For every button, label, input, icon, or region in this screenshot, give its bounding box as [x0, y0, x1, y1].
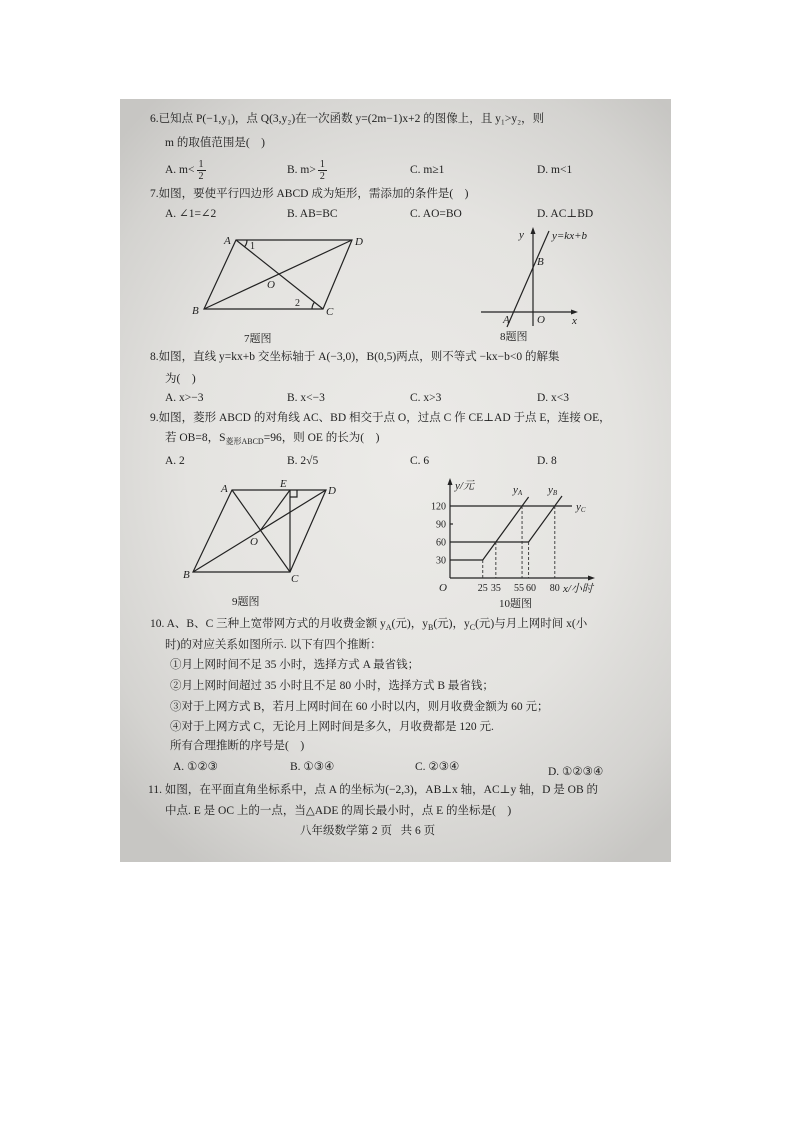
- fraction-numerator: 1: [198, 158, 204, 170]
- fig10-y-tick-label: 60: [436, 537, 446, 549]
- fig10-series-label-yc: [575, 501, 586, 514]
- subscript-a: A: [385, 623, 392, 632]
- fig7-label-angle-2: 2: [295, 298, 300, 309]
- series-label-sub: A: [517, 489, 523, 497]
- fig10-x-axis-label: x/小时: [563, 583, 593, 595]
- option-a-text: A. m<: [165, 164, 195, 176]
- fig10-x-tick-label: 80: [549, 583, 560, 594]
- subscript-c: C: [469, 623, 476, 632]
- question-10-stem-line-2: 时)的对应关系如图所示. 以下有四个推断：: [165, 639, 382, 651]
- fig7-label-b: B: [192, 305, 199, 317]
- fig9-label-e: E: [280, 478, 287, 490]
- fig10-x-tick-label: 35: [490, 583, 501, 594]
- question-10-option-b: B. ①③④: [290, 761, 335, 773]
- question-8-option-a: A. x>−3: [165, 392, 204, 404]
- stem-text: 10. A、B、C 三种上宽带网方式的月收费金额 y: [150, 618, 386, 630]
- fraction-denominator: 2: [198, 170, 204, 182]
- fig10-x-tick-label: 25: [477, 583, 488, 594]
- question-10-inference-2: ②月上网时间超过 35 小时且不足 80 小时，选择方式 B 最省钱；: [170, 680, 494, 692]
- fig10-series-label-yb: [547, 484, 558, 497]
- question-10-option-d: D. ①②③④: [548, 766, 604, 778]
- fig10-caption: 10题图: [499, 598, 532, 610]
- question-11-stem-line-2: 中点. E 是 OC 上的一点，当△ADE 的周长最小时，点 E 的坐标是( ): [165, 805, 512, 817]
- fig8-label-y: y: [519, 229, 524, 241]
- question-10-option-a: A. ①②③: [173, 761, 218, 773]
- question-10-prompt: 所有合理推断的序号是( ): [170, 740, 305, 752]
- question-7-option-c: C. AO=BO: [410, 208, 462, 220]
- fig7-diagonal-bd: [204, 240, 352, 309]
- question-9-option-d: D. 8: [537, 455, 557, 467]
- question-9-option-c: C. 6: [410, 455, 430, 467]
- fig10-origin-label: O: [439, 582, 447, 594]
- fig8-x-axis-arrow: [571, 310, 578, 315]
- stem-text: (元)与月上网时间 x(小: [475, 618, 588, 630]
- stem-text: (元)，y: [433, 618, 470, 630]
- question-7-option-d: D. AC⊥BD: [537, 208, 594, 220]
- fig7-angle-1-arc: [245, 240, 247, 247]
- stem-text: =96，则 OE 的长为( ): [263, 432, 380, 444]
- figure-9: [183, 478, 336, 608]
- fig10-x-tick-label: 60: [526, 583, 536, 594]
- question-8-stem-line-1: 8.如图，直线 y=kx+b 交坐标轴于 A(−3,0)，B(0,5)两点，则不等式 −kx−b<0 的解集: [150, 351, 560, 363]
- figure-8: [481, 227, 587, 343]
- fig10-series-label-ya: [512, 484, 523, 497]
- question-10-inference-1: ①月上网时间不足 35 小时，选择方式 A 最省钱；: [170, 659, 420, 671]
- fig9-label-c: C: [291, 573, 299, 585]
- fig10-y-axis-label: y/元: [455, 480, 474, 492]
- fig8-label-b: B: [537, 256, 544, 268]
- figure-10: [431, 478, 595, 610]
- fig8-label-line: y=kx+b: [552, 230, 587, 242]
- question-10-option-c: C. ②③④: [415, 761, 460, 773]
- series-label-sub: B: [552, 489, 558, 497]
- fig10-x-tick-label: 55: [514, 583, 524, 594]
- question-8-stem-line-2: 为( ): [165, 373, 196, 385]
- question-6-stem-line-1: 6.已知点 P(−1,y₁)，点 Q(3,y₂)在一次函数 y=(2m−1)x+2 的图像上，且 y₁>y₂，则: [150, 113, 545, 125]
- question-6-stem-line-2: m 的取值范围是( ): [165, 137, 265, 149]
- fig9-right-angle-mark: [290, 490, 297, 497]
- stem-text: 若 OB=8，S: [165, 432, 226, 444]
- fig10-y-tick-label: 90: [436, 519, 446, 531]
- question-7-stem: 7.如图，要使平行四边形 ABCD 成为矩形，需添加的条件是( ): [150, 188, 469, 200]
- fig7-label-d: D: [355, 236, 363, 248]
- fig7-label-c: C: [326, 306, 334, 318]
- stem-text: (元)，y: [391, 618, 428, 630]
- fig10-y-tick-label: 120: [431, 501, 446, 513]
- series-label-base: y: [548, 484, 553, 496]
- fig10-x-axis-arrow: [588, 576, 595, 581]
- figure-7: [192, 235, 363, 345]
- option-b-text: B. m>: [287, 164, 316, 176]
- question-8-option-d: D. x<3: [537, 392, 570, 404]
- question-10-inference-3: ③对于上网方式 B，若月上网时间在 60 小时以内，则月收费金额为 60 元；: [170, 701, 549, 713]
- fig9-segment-oe: [261, 490, 291, 530]
- question-7-option-a: A. ∠1=∠2: [165, 208, 217, 220]
- fig8-y-axis-arrow: [531, 227, 536, 234]
- fig9-label-o: O: [250, 536, 258, 548]
- fig8-caption: 8题图: [500, 331, 528, 343]
- question-9-option-b: B. 2√5: [287, 455, 319, 467]
- fig10-y-axis-arrow: [448, 478, 453, 485]
- fig8-label-o: O: [537, 314, 545, 326]
- fig10-series-yb: [450, 496, 562, 542]
- fig8-label-x: x: [572, 315, 577, 327]
- area-subscript: 菱形ABCD: [225, 437, 264, 446]
- question-9-stem-line-1: 9.如图，菱形 ABCD 的对角线 AC、BD 相交于点 O，过点 C 作 CE⊥AD 于点 E，连接 OE，: [150, 412, 611, 424]
- fig10-y-tick-label: 30: [436, 555, 446, 567]
- fig7-caption: 7题图: [244, 333, 272, 345]
- question-6-option-c: C. m≥1: [410, 164, 445, 176]
- fraction-numerator: 1: [319, 158, 325, 170]
- series-label-sub: C: [580, 506, 586, 514]
- question-8-option-b: B. x<−3: [287, 392, 325, 404]
- fig9-label-a: A: [221, 483, 228, 495]
- fig7-label-o: O: [267, 279, 275, 291]
- question-7-option-b: B. AB=BC: [287, 208, 338, 220]
- fig9-caption: 9题图: [232, 596, 260, 608]
- series-label-base: y: [513, 484, 518, 496]
- subscript-b: B: [427, 623, 434, 632]
- question-8-option-c: C. x>3: [410, 392, 442, 404]
- question-10-inference-4: ④对于上网方式 C，无论月上网时间是多久，月收费都是 120 元.: [170, 721, 494, 733]
- fig7-label-angle-1: 1: [250, 241, 255, 252]
- fig7-angle-2-arc: [312, 302, 314, 309]
- series-label-base: y: [576, 501, 581, 513]
- fig8-label-a: A: [503, 314, 510, 326]
- page-footer: 八年级数学第 2 页 共 6 页: [300, 825, 436, 837]
- fig9-label-d: D: [328, 485, 336, 497]
- question-6-option-d: D. m<1: [537, 164, 573, 176]
- fig7-label-a: A: [224, 235, 231, 247]
- question-9-option-a: A. 2: [165, 455, 185, 467]
- fraction-denominator: 2: [319, 170, 325, 182]
- fig9-label-b: B: [183, 569, 190, 581]
- question-11-stem-line-1: 11. 如图，在平面直角坐标系中，点 A 的坐标为(−2,3)，AB⊥x 轴，AC⊥y 轴，D 是 OB 的: [148, 784, 598, 796]
